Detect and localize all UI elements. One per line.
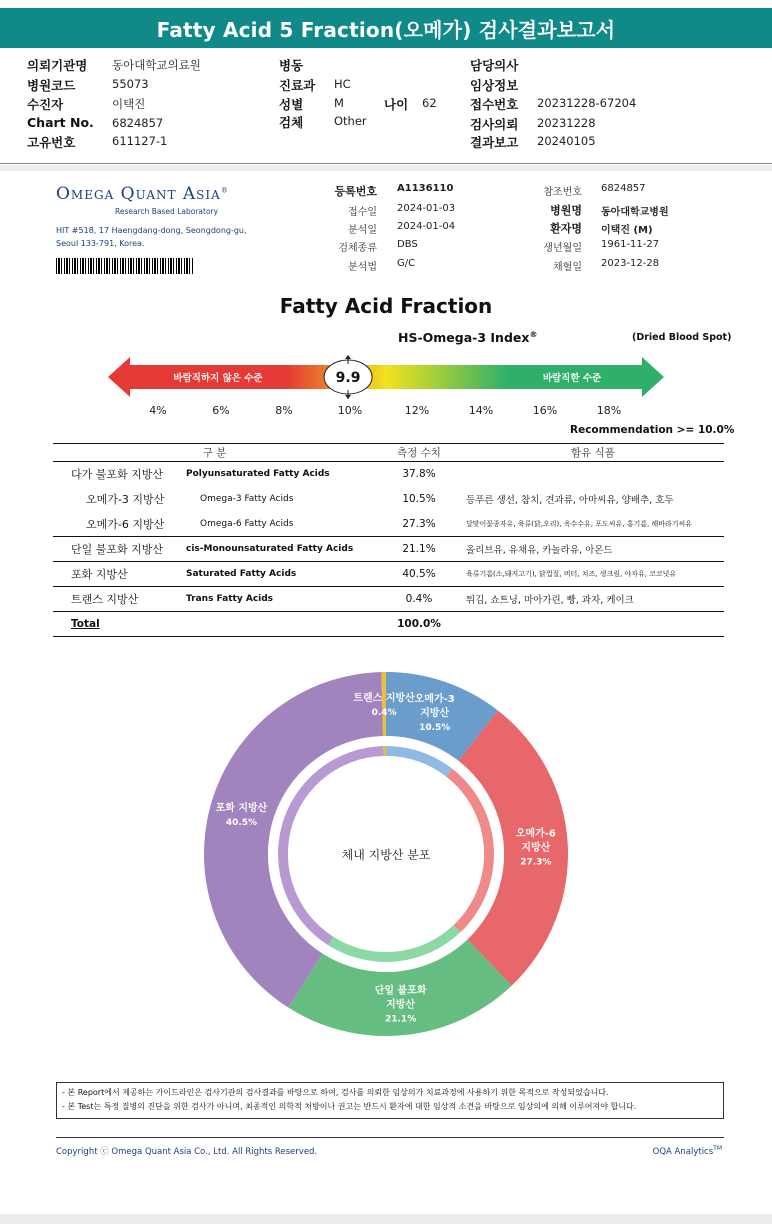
donut-slice-inner	[383, 746, 386, 756]
request-date-value: 20231228	[537, 116, 596, 130]
row-name-en: cis-Monounsaturated Fatty Acids	[186, 537, 376, 562]
unique-no-label: 고유번호	[27, 135, 76, 150]
specimen-label: 검체	[279, 115, 304, 130]
chart-no-value: 6824857	[112, 116, 164, 130]
table-header-row	[53, 444, 724, 462]
unique-no-value: 611127-1	[112, 134, 168, 148]
index-value: 9.9	[335, 370, 361, 386]
ward-label: 병동	[279, 58, 304, 73]
footer-divider	[56, 1137, 724, 1138]
clinical-info-label: 임상정보	[470, 78, 519, 93]
total-label: Total	[53, 612, 186, 637]
donut-slice-value-label: 10.5%	[419, 723, 451, 734]
bad-level-label: 바람직하지 않은 수준	[173, 373, 263, 384]
donut-slice-label: 지방산	[521, 842, 551, 854]
disclaimer-line: - 본 Test는 특정 질병의 진단을 위한 검사가 아니며, 최종적인 의학적 처방이나 권고는 반드시 환자에 대한 임상적 소견을 바탕으로 임상의에 의해 이루어져야 합니다.	[62, 1102, 637, 1111]
donut-slice-label: 지방산	[386, 999, 416, 1011]
row-foods: 달맞이꽃종자유, 육류(닭,오리), 옥수수유, 포도씨유, 홍기름, 해바라기씨유	[466, 519, 693, 528]
tick-label: 16%	[532, 404, 558, 417]
chart-no-label: Chart No.	[27, 115, 94, 130]
sex-label: 성별	[279, 97, 304, 112]
row-foods	[462, 462, 724, 487]
lab-logo: Omega Quant Asia®	[56, 184, 229, 204]
request-date-label: 검사의뢰	[470, 117, 519, 132]
row-name-ko: 단일 불포화 지방산	[53, 537, 186, 562]
draw-date-label: 채혈일	[553, 262, 582, 273]
donut-slice-label: 트랜스 지방산	[353, 693, 415, 705]
copyright: Copyright ⓒ Omega Quant Asia Co., Ltd. All Rights Reserved.	[56, 1147, 318, 1157]
row-name-en: Saturated Fatty Acids	[186, 562, 376, 587]
table-row	[53, 462, 724, 487]
specimen-value: Other	[334, 114, 367, 128]
row-foods: 튀김, 쇼트닝, 마아가린, 빵, 과자, 케이크	[462, 587, 724, 612]
receipt-date-label: 접수일	[348, 207, 377, 218]
donut-slice-value-label: 27.3%	[520, 857, 552, 868]
lab-address-line1: HIT #518, 17 Haengdang-dong, Seongdong-gu,	[56, 226, 247, 235]
patient-name-label: 환자명	[550, 222, 582, 235]
analysis-date-value: 2024-01-04	[397, 221, 456, 232]
patient-name-value: 이택진 (M)	[601, 225, 653, 236]
method-label: 분석법	[348, 262, 377, 273]
row-name-ko: 트랜스 지방산	[53, 587, 186, 612]
institution-label: 의뢰기관명	[27, 58, 88, 73]
tick-label: 4%	[149, 404, 167, 417]
department-value: HC	[334, 77, 351, 91]
row-value: 21.1%	[376, 537, 462, 562]
receipt-no-value: 20231228-67204	[537, 96, 637, 110]
birth-date-value: 1961-11-27	[601, 239, 660, 250]
report-date-value: 20240105	[537, 134, 596, 148]
receipt-date-value: 2024-01-03	[397, 203, 456, 214]
donut-slice-value-label: 0.4%	[371, 708, 397, 719]
row-name-en: Omega-6 Fatty Acids	[200, 518, 294, 529]
age-label: 나이	[384, 97, 409, 112]
row-name-en: Trans Fatty Acids	[186, 587, 376, 612]
patient-value: 이택진	[112, 97, 146, 111]
patient-header	[0, 52, 772, 164]
reg-no-label: 등록번호	[334, 185, 377, 198]
col-header-category: 구 분	[53, 444, 376, 462]
department-label: 진료과	[279, 78, 316, 93]
table-row	[53, 562, 724, 587]
row-name-ko: 오메가-3 지방산	[86, 493, 165, 506]
omega3-index-title: HS-Omega-3 Index®	[398, 330, 538, 346]
tick-label: 12%	[404, 404, 430, 417]
row-name-ko: 다가 불포화 지방산	[53, 462, 186, 487]
report-date-label: 결과보고	[470, 135, 519, 150]
donut-slice-label: 포화 지방산	[215, 802, 268, 814]
analysis-date-label: 분석일	[348, 225, 377, 236]
doctor-label: 담당의사	[470, 58, 519, 73]
hospital-name-value: 동아대학교병원	[601, 207, 669, 218]
row-name-ko: 포화 지방산	[53, 562, 186, 587]
row-name-en: Omega-3 Fatty Acids	[200, 494, 294, 504]
col-header-value: 측정 수치	[376, 444, 462, 462]
table-row	[53, 587, 724, 612]
disclaimer-line: - 본 Report에서 제공하는 가이드라인은 검사기관의 검사결과를 바탕으로 하여, 검사를 의뢰한 임상의가 치료과정에 사용하기 위한 목적으로 작성되었습니다.	[62, 1088, 609, 1097]
specimen-note: (Dried Blood Spot)	[632, 332, 732, 343]
fraction-title: Fatty Acid Fraction	[279, 294, 493, 318]
donut-slice-value-label: 40.5%	[225, 817, 258, 828]
row-foods: 등푸른 생선, 참치, 견과류, 아마씨유, 양배추, 호두	[466, 495, 674, 506]
hospital-code-label: 병원코드	[27, 78, 76, 93]
specimen-type-value: DBS	[397, 239, 418, 250]
ref-no-label: 참조번호	[543, 187, 582, 198]
donut-slice-label: 지방산	[420, 708, 450, 720]
hospital-code-value: 55073	[112, 77, 149, 91]
lab-address-line2: Seoul 133-791, Korea.	[56, 239, 145, 248]
draw-date-value: 2023-12-28	[601, 258, 660, 269]
omega3-index-scale	[108, 355, 664, 399]
patient-label: 수진자	[27, 97, 64, 112]
receipt-no-label: 접수번호	[470, 97, 519, 112]
row-foods: 올리브유, 유채유, 카놀라유, 아몬드	[462, 537, 724, 562]
total-value: 100.0%	[376, 612, 462, 637]
tick-label: 6%	[212, 404, 230, 417]
donut-slice-label: 오메가-3	[414, 694, 455, 706]
row-value: 10.5%	[402, 493, 436, 505]
row-value: 27.3%	[402, 517, 436, 530]
ref-no-value: 6824857	[601, 183, 646, 194]
fatty-acid-table	[53, 443, 724, 637]
tick-label: 8%	[275, 404, 293, 417]
table-row	[53, 537, 724, 562]
table-row	[53, 512, 724, 537]
donut-slice-label: 오메가-6	[515, 828, 556, 840]
donut-slice-value-label: 21.1%	[384, 1014, 417, 1025]
row-foods: 육류기름(소,돼지고기), 닭껍질, 버터, 치즈, 생크림, 야자유, 코코넛유	[462, 562, 724, 587]
birth-date-label: 생년월일	[543, 243, 582, 254]
good-level-label: 바람직한 수준	[542, 373, 602, 384]
disclaimer-box	[56, 1082, 724, 1119]
row-name-en: Polyunsaturated Fatty Acids	[186, 462, 376, 487]
col-header-food: 함유 식품	[462, 444, 724, 462]
table-total-row	[53, 612, 724, 637]
table-row	[53, 487, 724, 512]
fatty-acid-donut-chart	[200, 668, 572, 1040]
donut-slice-label: 단일 불포화	[374, 985, 427, 997]
row-value: 37.8%	[376, 462, 462, 487]
tick-label: 18%	[596, 404, 622, 417]
row-value: 0.4%	[376, 587, 462, 612]
sex-value: M	[334, 96, 344, 110]
lab-tagline: Research Based Laboratory	[115, 207, 219, 216]
index-marker	[324, 355, 372, 399]
tick-label: 10%	[337, 404, 363, 417]
page-bottom-band	[0, 1214, 772, 1224]
specimen-type-label: 검체종류	[338, 243, 377, 254]
report-title: Fatty Acid 5 Fraction(오메가) 검사결과보고서	[0, 8, 772, 48]
age-value: 62	[422, 96, 437, 110]
barcode	[56, 258, 194, 274]
tick-label: 14%	[468, 404, 494, 417]
institution-value: 동아대학교의료원	[112, 58, 201, 72]
row-value: 40.5%	[376, 562, 462, 587]
hospital-name-label: 병원명	[550, 204, 582, 217]
recommendation: Recommendation >= 10.0%	[570, 424, 735, 436]
section-divider	[0, 165, 772, 171]
reg-no-value: A1136110	[397, 183, 454, 194]
donut-center-label: 체내 지방산 분포	[341, 848, 431, 862]
row-name-ko: 오메가-6 지방산	[86, 517, 165, 531]
method-value: G/C	[397, 258, 416, 269]
oqa-brand: OQA Analytics™	[652, 1145, 722, 1157]
